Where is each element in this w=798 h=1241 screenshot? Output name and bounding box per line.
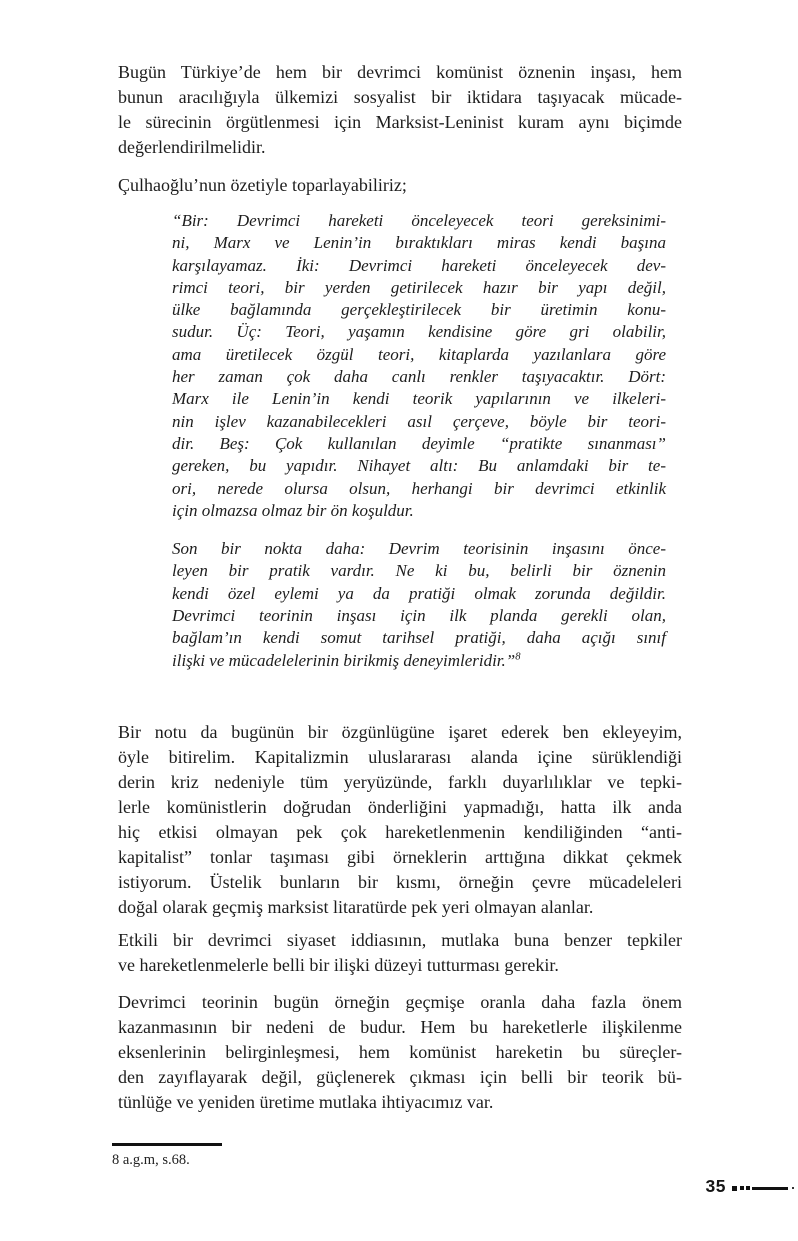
text-line: Devrimci teorinin bugün örneğin geçmişe oranla daha fazla önem xyxy=(118,991,682,1012)
text-line: Marx ile Lenin’in kendi teorik yapılarının ve ilkeleri- xyxy=(172,389,666,409)
text-line: değerlendirilmelidir. xyxy=(118,137,266,157)
text-line: kendi özel eylemi ya da pratiği olmak zorunda değildir. xyxy=(172,583,666,603)
paragraph-1 xyxy=(118,60,682,160)
dot-mark-icon xyxy=(792,1187,794,1189)
text-line: lerle komünistlerin doğrudan önderliğini yapmadığı, hatta ilk anda xyxy=(118,796,682,817)
text-line: ni, Marx ve Lenin’in bıraktıkları miras kendi başına xyxy=(172,233,666,253)
footnote-reference: 8 xyxy=(515,650,521,662)
text-line: eksenlerinin belirginleşmesi, hem komünist hareketin bu süreçler- xyxy=(118,1041,682,1062)
text-line: bunun aracılığıyla ülkemizi sosyalist bir iktidara taşıyacak mücade- xyxy=(118,87,682,107)
footer-ornament xyxy=(732,1186,794,1191)
text-line: derin kriz nedeniyle tüm yeryüzünde, farklı duyarlılıklar ve tepki- xyxy=(118,771,682,792)
text-line: ori, nerede olursa olsun, herhangi bir devrimci etkinlik xyxy=(172,478,666,498)
text-line: dir. Beş: Çok kullanılan deyimle “pratikte sınanması” xyxy=(172,433,666,453)
text-line: ama üretilecek özgül teori, kitaplarda yazılanlara göre xyxy=(172,344,666,364)
text-line: Etkili bir devrimci siyaset iddiasının, mutlaka buna benzer tepkiler xyxy=(118,929,682,950)
text-line: öyle bitirelim. Kapitalizmin uluslararası alanda içine sürüklendiği xyxy=(118,746,682,767)
text-line: leyen bir pratik vardır. Ne ki bu, belirli bir öznenin xyxy=(172,561,666,581)
text-line: her zaman çok daha canlı renkler taşıyacaktır. Dört: xyxy=(172,367,666,387)
text-line: rimci teori, bir yerden getirilecek hazır bir yapı değil, xyxy=(172,277,666,297)
paragraph-4 xyxy=(118,928,682,978)
page-number: 35 xyxy=(705,1176,726,1196)
text-line: kazanmasının bir nedeni de budur. Hem bu hareketlerle ilişkilenme xyxy=(118,1016,682,1037)
square-mark-icon xyxy=(746,1186,750,1190)
text-line: le sürecinin örgütlenmesi için Marksist-Leninist kuram aynı biçimde xyxy=(118,112,682,132)
paragraph-5 xyxy=(118,990,682,1115)
text-line: doğal olarak geçmiş marksist litaratürde pek yeri olmayan alanlar. xyxy=(118,896,594,917)
text-line: sudur. Üç: Teori, yaşamın kendisine göre gri olabilir, xyxy=(172,322,666,342)
text-line: ve hareketlenmelerle belli bir ilişki düzeyi tutturması gerekir. xyxy=(118,954,559,975)
text-line: hiç etkisi olmayan pek çok hareketlenmenin kendiliğinden “anti- xyxy=(118,821,682,842)
text-line: bağlam’ın kendi somut tarihsel pratiği, daha açığı sınıf xyxy=(172,628,666,648)
paragraph-3 xyxy=(118,720,682,920)
text-line: için olmazsa olmaz bir ön koşuldur. xyxy=(172,500,414,520)
text-line: “Bir: Devrimci hareketi önceleyecek teori gereksinimi- xyxy=(172,211,666,230)
rule-mark-icon xyxy=(752,1187,788,1190)
text-line: den zayıflayarak değil, güçlenerek çıkması için belli bir teorik bü- xyxy=(118,1066,682,1087)
text-line: ilişki ve mücadelelerinin birikmiş deneyimleridir.”$^8$ xyxy=(172,650,521,670)
text-line: karşılayamaz. İki: Devrimci hareketi önceleyecek dev- xyxy=(172,255,666,275)
text-line: kapitalist” tonlar taşıması gibi örneklerin arttığına dikkat çekmek xyxy=(118,846,682,867)
quote-1 xyxy=(172,210,666,522)
text-line: ülke bağlamında gerçekleştirilecek bir üretimin konu- xyxy=(172,300,666,320)
square-mark-icon xyxy=(732,1186,737,1191)
footnote: 8 a.g.m, s.68. xyxy=(112,1152,190,1168)
text-line: Bugün Türkiye’de hem bir devrimci komünist öznenin inşası, hem xyxy=(118,62,682,82)
text-line: Son bir nokta daha: Devrim teorisinin inşasını önce- xyxy=(172,539,666,559)
paragraph-2 xyxy=(118,173,682,198)
text-line: tünlüğe ve yeniden üretime mutlaka ihtiyacımız var. xyxy=(118,1091,494,1112)
square-mark-icon xyxy=(740,1186,744,1190)
page-footer xyxy=(706,1176,794,1197)
quote-2 xyxy=(172,538,666,672)
footnote-divider xyxy=(112,1143,222,1146)
text-line: nin işlev kazanabilecekleri asıl çerçeve, böyle bir teori- xyxy=(172,411,666,431)
page-text-flow xyxy=(118,60,682,1115)
text-line: Devrimci teorinin inşası için ilk planda gerekli olan, xyxy=(172,606,666,626)
text-line: Bir notu da bugünün bir özgünlügüne işaret ederek ben ekleyeyim, xyxy=(118,721,682,742)
text-line: gereken, bu yapıdır. Nihayet altı: Bu anlamdaki bir te- xyxy=(172,456,666,476)
text-line: istiyorum. Üstelik bunların bir kısmı, örneğin çevre mücadeleleri xyxy=(118,871,682,892)
text-line: Çulhaoğlu’nun özetiyle toparlayabiliriz; xyxy=(118,175,407,195)
